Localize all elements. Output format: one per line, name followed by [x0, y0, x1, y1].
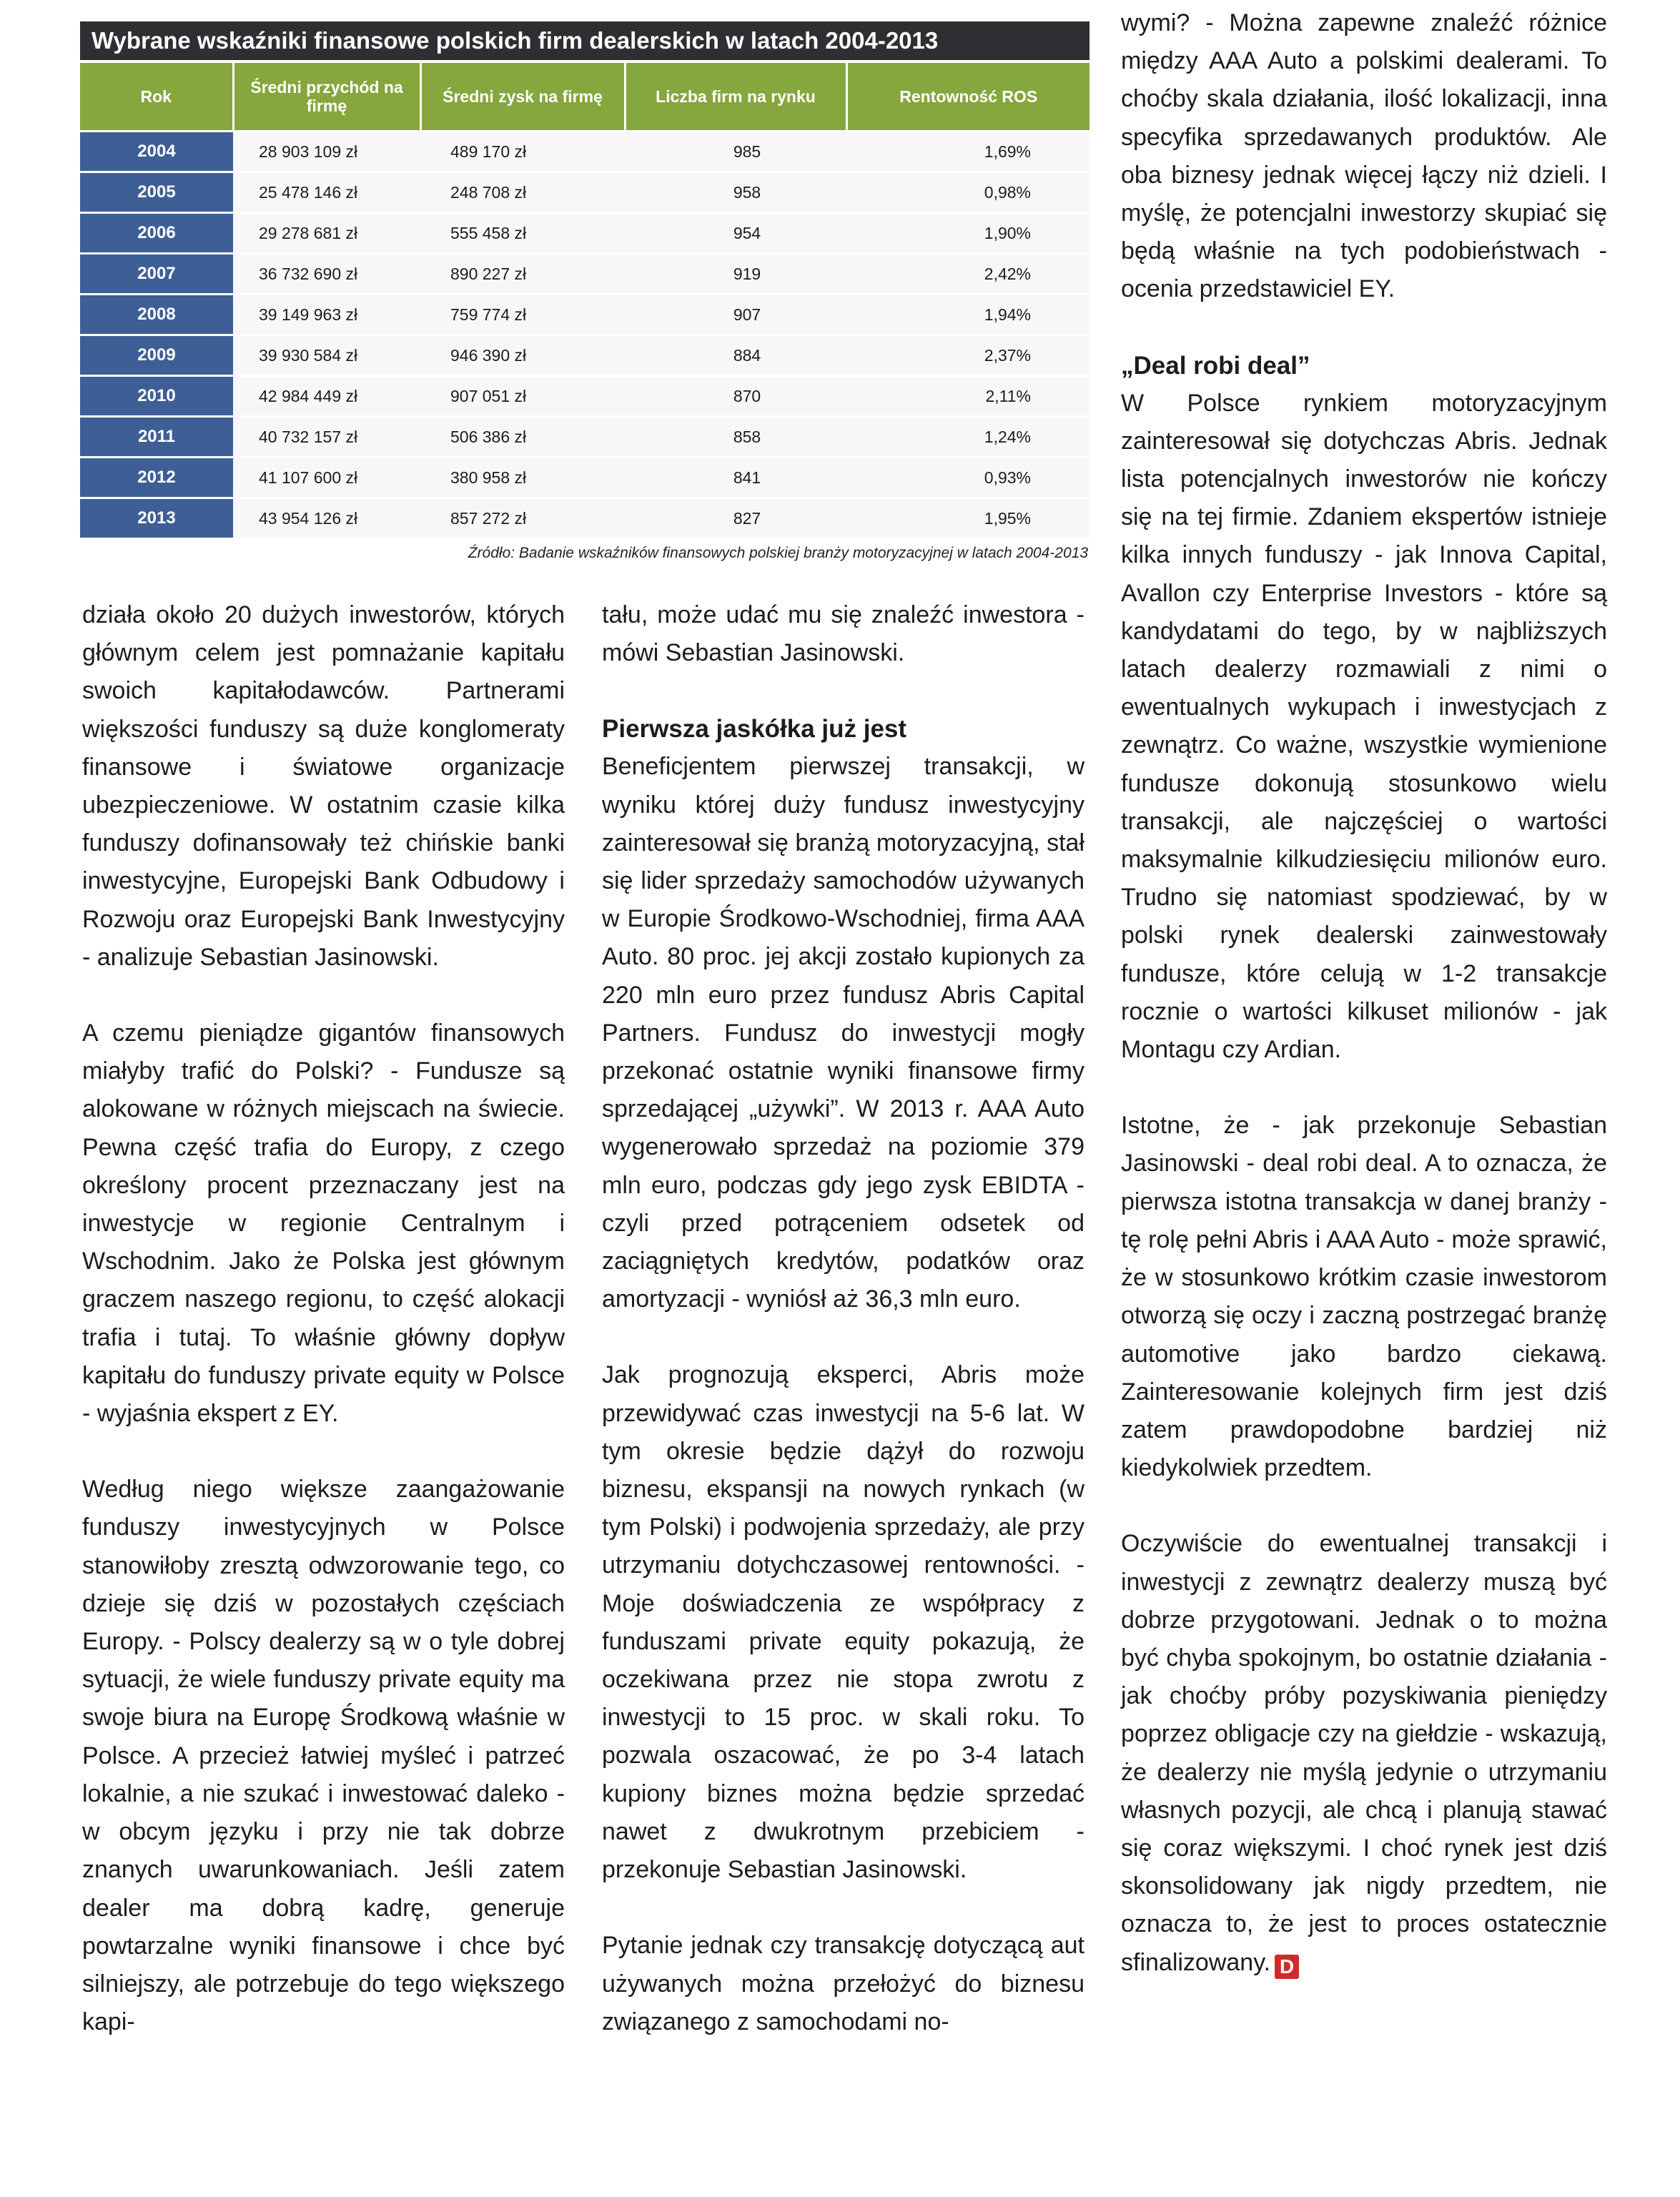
table-row: [80, 295, 1089, 335]
header-ros: Rentowność ROS: [846, 61, 1089, 132]
table-row: [80, 498, 1089, 538]
table-source-note: Źródło: Badanie wskaźników finansowych polskiej branży motoryzacyjnej w latach 2004-2013: [468, 545, 1088, 561]
cell-ros: 2,11%: [846, 376, 1089, 417]
cell-firm-count: 958: [625, 172, 846, 213]
cell-avg-profit: 506 386 zł: [420, 417, 625, 458]
table-row: [80, 254, 1089, 295]
paragraph: działa około 20 dużych inwestorów, których głównym celem jest pomnażanie kapitału swoich kapitałodawców. Partnerami większości funduszy są duże konglomeraty finansowe i światowe organizacje ubezpieczeniowe. W ostatnim czasie kilka funduszy dofinansowały też chińskie banki inwestycyjne, Europejski Bank Odbudowy i Rozwoju oraz Europejski Bank Inwestycyjny - analizuje Sebastian Jasinowski.: [82, 601, 565, 971]
paragraph: Jak prognozują eksperci, Abris może przewidywać czas inwestycji na 5-6 lat. W tym okresie będzie dążył do rozwoju biznesu, ekspansji na nowych rynkach (w tym Polski) i podwojenia sprzedaży, ale przy utrzymaniu dotychczasowej rentowności. - Moje doświadczenia ze współpracy z funduszami private equity pokazują, że oczekiwana przez nie stopa zwrotu z inwestycji to 15 proc. w skali roku. To pozwala oszacować, że po 3-4 latach kupiony biznes można będzie sprzedać nawet z dwukrotnym przebiciem - przekonuje Sebastian Jasinowski.: [602, 1361, 1084, 1884]
paragraph: A czemu pieniądze gigantów finansowych miałyby trafić do Polski? - Fundusze są alokowane w różnych miejscach na świecie. Pewna część trafia do Europy, z czego określony procent przeznaczany jest na inwestycje w regionie Centralnym i Wschodnim. Jako że Polska jest głównym graczem naszego regionu, to część alokacji trafia i tutaj. To właśnie główny dopływ kapitału do funduszy private equity w Polsce - wyjaśnia ekspert z EY.: [82, 1019, 565, 1428]
paragraph: W Polsce rynkiem motoryzacyjnym zainteresował się dotychczas Abris. Jednak lista potencjalnych inwestorów nie kończy się na tej firmie. Zdaniem ekspertów istnieje kilka innych funduszy - jak Innova Capital, Avallon czy Enterprise Investors - które są kandydatami do tego, by w najbliższych latach dealerzy rozmawiali z nimi o ewentualnych wykupach i inwestycjach z zewnątrz. Co ważne, wszystkie wymienione fundusze dokonują stosunkowo wielu transakcji, ale najczęściej o wartości maksymalnie kilkudziesięciu milionów euro. Trudno się natomiast spodziewać, by w polski rynek dealerski zainwestowały fundusze, które celują w 1-2 transakcje rocznie o wartości kilkuset milionów - jak Montagu czy Ardian.: [1121, 389, 1607, 1064]
cell-year: 2009: [80, 335, 233, 376]
article-column-right: [1121, 4, 1607, 1982]
cell-firm-count: 985: [625, 132, 846, 172]
cell-firm-count: 884: [625, 335, 846, 376]
cell-avg-profit: 555 458 zł: [420, 213, 625, 254]
table-row: [80, 417, 1089, 458]
cell-year: 2006: [80, 213, 233, 254]
cell-ros: 1,90%: [846, 213, 1089, 254]
table-title: Wybrane wskaźniki finansowe polskich firm dealerskich w latach 2004-2013: [80, 21, 1089, 60]
table-row: [80, 458, 1089, 498]
financial-table-figure: [80, 21, 1089, 562]
cell-year: 2004: [80, 132, 233, 172]
cell-avg-profit: 380 958 zł: [420, 458, 625, 498]
paragraph: Według niego większe zaangażowanie funduszy inwestycyjnych w Polsce stanowiłoby zresztą odwzorowanie tego, co dzieje się dziś w pozostałych częściach Europy. - Polscy dealerzy są w o tyle dobrej sytuacji, że wiele funduszy private equity ma swoje biura na Europę Środkową właśnie w Polsce. A przecież łatwiej myśleć i patrzeć lokalnie, a nie szukać i inwestować daleko - w obcym języku i przy nie tak dobrze znanych uwarunkowaniach. Jeśli zatem dealer ma dobrą kadrę, generuje powtarzalne wyniki finansowe i chce być silniejszy, ale potrzebuje do tego większego kapi-: [82, 1476, 565, 2036]
cell-avg-profit: 907 051 zł: [420, 376, 625, 417]
cell-avg-revenue: 41 107 600 zł: [233, 458, 420, 498]
table-header-row: [80, 61, 1089, 132]
cell-ros: 0,98%: [846, 172, 1089, 213]
end-mark-logo: D: [1275, 1955, 1299, 1979]
table-row: [80, 172, 1089, 213]
header-avg-revenue: Średni przychód na firmę: [233, 61, 420, 132]
cell-avg-revenue: 25 478 146 zł: [233, 172, 420, 213]
cell-year: 2008: [80, 295, 233, 335]
paragraph: tału, może udać mu się znaleźć inwestora - mówi Sebastian Jasinowski.: [602, 601, 1084, 667]
header-avg-profit: Średni zysk na firmę: [420, 61, 625, 132]
cell-firm-count: 919: [625, 254, 846, 295]
cell-year: 2011: [80, 417, 233, 458]
cell-avg-profit: 857 272 zł: [420, 498, 625, 538]
cell-firm-count: 827: [625, 498, 846, 538]
cell-firm-count: 907: [625, 295, 846, 335]
section-heading: „Deal robi deal”: [1121, 351, 1310, 380]
cell-ros: 1,69%: [846, 132, 1089, 172]
cell-ros: 0,93%: [846, 458, 1089, 498]
cell-avg-revenue: 39 930 584 zł: [233, 335, 420, 376]
cell-ros: 2,42%: [846, 254, 1089, 295]
cell-firm-count: 954: [625, 213, 846, 254]
header-year: Rok: [80, 61, 233, 132]
cell-avg-revenue: 28 903 109 zł: [233, 132, 420, 172]
cell-avg-profit: 489 170 zł: [420, 132, 625, 172]
cell-avg-revenue: 43 954 126 zł: [233, 498, 420, 538]
cell-avg-revenue: 42 984 449 zł: [233, 376, 420, 417]
paragraph: [1121, 1525, 1607, 1981]
cell-avg-profit: 890 227 zł: [420, 254, 625, 295]
cell-ros: 2,37%: [846, 335, 1089, 376]
final-paragraph-text: Oczywiście do ewentualnej transakcji i inwestycji z zewnątrz dealerzy muszą być dobrze przygotowani. Jednak o to można być chyba spokojnym, bo ostatnie działania - jak choćby próby pozyskiwania pieniędzy poprzez obligacje czy na giełdzie - wskazują, że dealerzy nie myślą jedynie o utrzymaniu własnych pozycji, ale chcą i planują stawać się coraz większymi. I choć rynek jest dziś skonsolidowany jak nigdy przedtem, nie oznacza to, że jest to proces ostatecznie sfinalizowany.: [1121, 1530, 1607, 1976]
header-firm-count: Liczba firm na rynku: [625, 61, 846, 132]
cell-year: 2013: [80, 498, 233, 538]
table-row: [80, 213, 1089, 254]
cell-firm-count: 858: [625, 417, 846, 458]
cell-avg-profit: 248 708 zł: [420, 172, 625, 213]
cell-avg-revenue: 40 732 157 zł: [233, 417, 420, 458]
paragraph: Pytanie jednak czy transakcję dotyczącą aut używanych można przełożyć do biznesu związanego z samochodami no-: [602, 1932, 1084, 2035]
cell-avg-revenue: 36 732 690 zł: [233, 254, 420, 295]
cell-avg-revenue: 29 278 681 zł: [233, 213, 420, 254]
paragraph: Istotne, że - jak przekonuje Sebastian Jasinowski - deal robi deal. A to oznacza, że pierwsza istotna transakcja w danej branży - tę rolę pełni Abris i AAA Auto - może sprawić, że w stosunkowo krótkim czasie inwestorom otworzą się oczy i zaczną postrzegać branżę automotive jako bardzo ciekawą. Zainteresowanie kolejnych firm jest dziś zatem prawdopodobne bardziej niż kiedykolwiek przedtem.: [1121, 1112, 1607, 1482]
table-row: [80, 376, 1089, 417]
financial-indicators-table: [80, 60, 1089, 538]
cell-year: 2007: [80, 254, 233, 295]
cell-year: 2005: [80, 172, 233, 213]
cell-ros: 1,94%: [846, 295, 1089, 335]
paragraph: Beneficjentem pierwszej transakcji, w wyniku której duży fundusz inwestycyjny zainteresował się branżą motoryzacyjną, stał się lider sprzedaży samochodów używanych w Europie Środkowo-Wschodniej, firma AAA Auto. 80 proc. jej akcji zostało kupionych za 220 mln euro przez fundusz Abris Capital Partners. Fundusz do inwestycji mogły przekonać ostatnie wyniki finansowe firmy sprzedającej „używki”. W 2013 r. AAA Auto wygenerowało sprzedaż na poziomie 379 mln euro, podczas gdy jego zysk EBIDTA - czyli przed potrąceniem odsetek od zaciągniętych kredytów, podatków oraz amortyzacji - wyniósł aż 36,3 mln euro.: [602, 753, 1084, 1313]
article-column-middle: [602, 596, 1084, 2041]
cell-year: 2010: [80, 376, 233, 417]
table-row: [80, 132, 1089, 172]
cell-year: 2012: [80, 458, 233, 498]
cell-ros: 1,24%: [846, 417, 1089, 458]
cell-firm-count: 870: [625, 376, 846, 417]
cell-firm-count: 841: [625, 458, 846, 498]
section-heading: Pierwsza jaskółka już jest: [602, 715, 907, 744]
paragraph: wymi? - Można zapewne znaleźć różnice między AAA Auto a polskimi dealerami. To choćby skala działania, ilość lokalizacji, inna specyfika sprzedawanych produktów. Ale oba biznesy jednak więcej łączy niż dzieli. I myślę, że potencjalni inwestorzy skupiać się będą właśnie na tych podobieństwach - ocenia przedstawiciel EY.: [1121, 9, 1607, 303]
article-column-left: [82, 596, 565, 2041]
cell-avg-profit: 759 774 zł: [420, 295, 625, 335]
table-row: [80, 335, 1089, 376]
cell-ros: 1,95%: [846, 498, 1089, 538]
cell-avg-revenue: 39 149 963 zł: [233, 295, 420, 335]
cell-avg-profit: 946 390 zł: [420, 335, 625, 376]
